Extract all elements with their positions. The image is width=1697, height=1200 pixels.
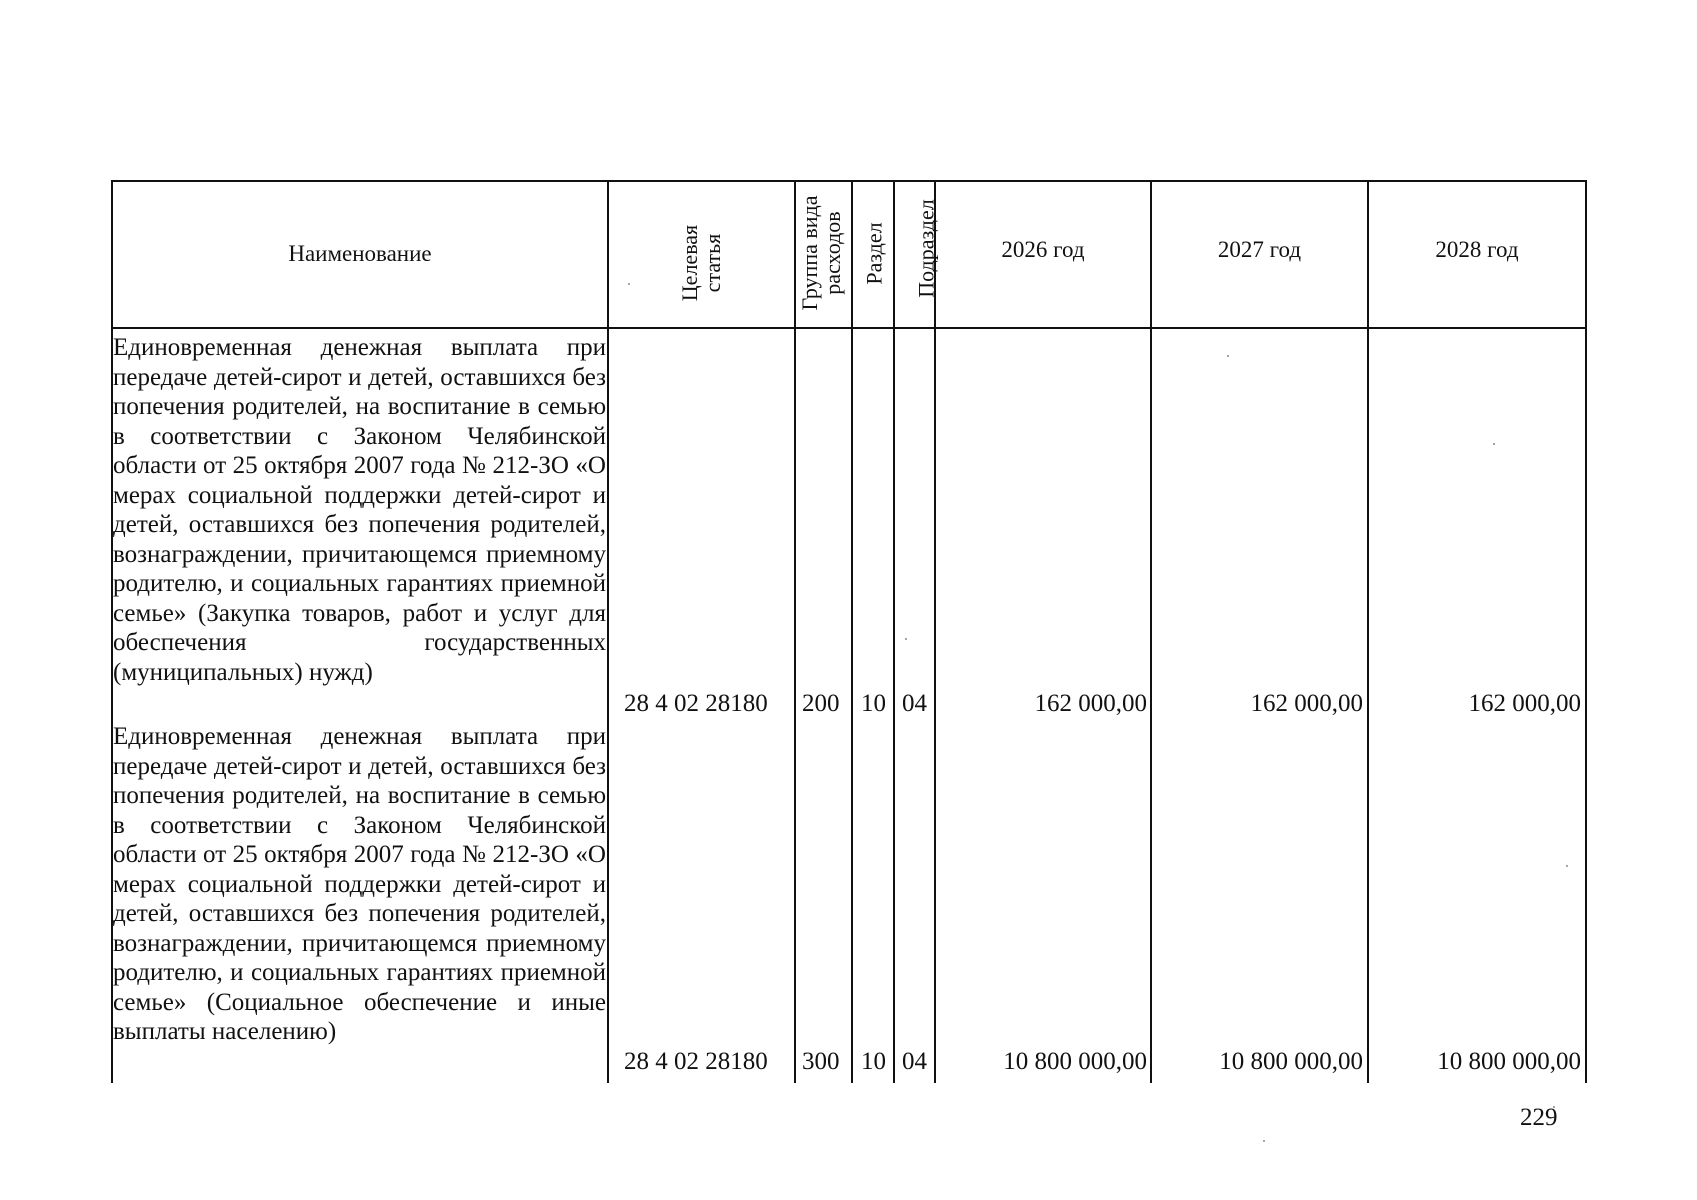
col-border-name xyxy=(607,180,609,1083)
row-1-section: 10 xyxy=(861,690,886,717)
header-target-article-line1: Целевая xyxy=(677,224,702,302)
header-2027 xyxy=(1152,180,1367,320)
header-2028 xyxy=(1369,180,1585,320)
header-2026 xyxy=(936,180,1150,320)
row-2-target-article: 28 4 02 28180 xyxy=(624,1048,768,1075)
scan-speck xyxy=(628,283,630,285)
row-2-2026: 10 800 000,00 xyxy=(1003,1048,1147,1075)
row-1-2027: 162 000,00 xyxy=(1250,690,1363,717)
header-section-label: Раздел xyxy=(861,222,887,285)
row-1-2028: 162 000,00 xyxy=(1468,690,1581,717)
header-2027-label: 2027 год xyxy=(1217,237,1302,262)
header-subsection-label: Подраздел xyxy=(913,199,939,298)
row-1-target-article: 28 4 02 28180 xyxy=(624,690,768,717)
row-1-2026: 162 000,00 xyxy=(1034,690,1147,717)
header-target-article-line2: статья xyxy=(700,233,725,293)
header-subsection xyxy=(915,192,938,306)
header-name-label: Наименование xyxy=(288,240,432,266)
header-expense-group xyxy=(798,188,844,318)
row-1-expense-group: 200 xyxy=(802,690,840,717)
header-name xyxy=(113,180,607,327)
row-2-name: Единовременная денежная выплата при передаче детей-сирот и детей, оставшихся без попечения родителей, на воспитание в семью в соответствии с Законом Челябинской области от 25 октября 2007 года № 212-ЗО «О мерах социальной поддержки детей-сирот и детей, оставшихся без попечения родителей, вознаграждении, причитающемся приемному родителю, и социальных гарантиях приемной семье» (Социальное обеспечение и иные выплаты населению) xyxy=(113,723,606,1045)
scan-speck xyxy=(1227,355,1229,357)
budget-table xyxy=(111,180,1587,1083)
scan-speck xyxy=(1566,865,1568,867)
scan-speck xyxy=(1263,1140,1265,1142)
header-section xyxy=(863,204,886,304)
header-expense-group-line2: расходов xyxy=(820,211,845,295)
row-1-name: Единовременная денежная выплата при передаче детей-сирот и детей, оставшихся без попечения родителей, на воспитание в семью в соответствии с Законом Челябинской области от 25 октября 2007 года № 212-ЗО «О мерах социальной поддержки детей-сирот и детей, оставшихся без попечения родителей, вознаграждении, причитающемся приемному родителю, и социальных гарантиях приемной семье» (Закупка товаров, работ и услуг для обеспечения государственных (муниципальных) нужд) xyxy=(113,334,606,686)
col-border-right xyxy=(1585,180,1587,1083)
scan-speck xyxy=(1493,443,1495,445)
row-2-2028: 10 800 000,00 xyxy=(1437,1048,1581,1075)
row-1-subsection: 04 xyxy=(902,690,927,717)
row-2-section: 10 xyxy=(861,1048,886,1075)
header-2026-label: 2026 год xyxy=(1001,237,1085,262)
header-expense-group-line1: Группа вида xyxy=(797,195,822,311)
header-bottom-border xyxy=(111,327,1587,329)
row-2-subsection: 04 xyxy=(902,1048,927,1075)
header-2028-label: 2028 год xyxy=(1435,237,1519,262)
header-target-article xyxy=(678,213,724,313)
col-border-section xyxy=(893,180,895,1083)
page-number: 229 xyxy=(1520,1104,1558,1131)
col-border-group xyxy=(851,180,853,1083)
row-2-2027: 10 800 000,00 xyxy=(1219,1048,1363,1075)
col-border-target xyxy=(794,180,796,1083)
scan-speck xyxy=(905,638,907,640)
row-2-expense-group: 300 xyxy=(802,1048,840,1075)
